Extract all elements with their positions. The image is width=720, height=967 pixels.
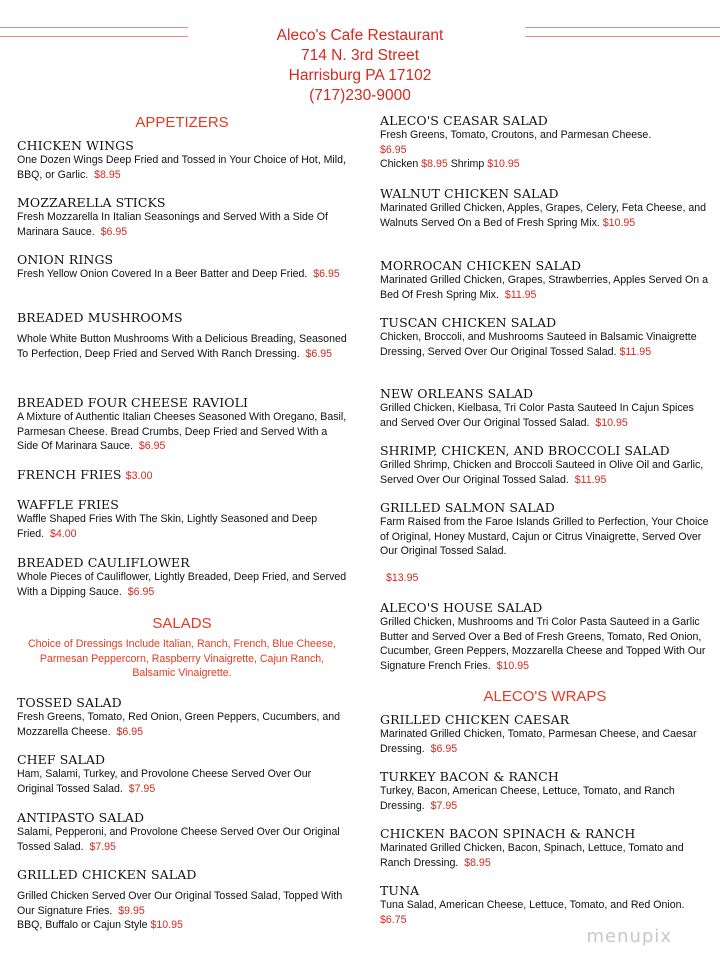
item-name: ALECO'S HOUSE SALAD <box>380 600 543 615</box>
item-extra-price: $10.95 <box>150 919 183 931</box>
item-price: $11.95 <box>504 288 537 301</box>
item-price: $8.95 <box>94 168 121 181</box>
menu-item <box>380 258 710 302</box>
item-name: TUSCAN CHICKEN SALAD <box>380 315 557 330</box>
item-price: $6.95 <box>380 143 407 156</box>
item-price: $4.00 <box>49 527 77 540</box>
item-price: $11.95 <box>619 345 652 358</box>
item-desc: One Dozen Wings Deep Fried and Tossed in Your Choice of Hot, Mild, BBQ, or Garlic. $8.95 <box>17 154 346 181</box>
menu-item <box>17 810 347 854</box>
menu-item <box>380 600 710 673</box>
restaurant-phone: (717)230-9000 <box>309 87 411 104</box>
item-desc: Fresh Greens, Tomato, Red Onion, Green Peppers, Cucumbers, and Mozzarella Cheese. $6.95 <box>17 711 341 738</box>
item-name: ANTIPASTO SALAD <box>17 810 145 825</box>
item-price: $6.75 <box>380 913 407 926</box>
item-desc: Farm Raised from the Faroe Islands Grilled to Perfection, Your Choice of Original, Honey Mustard, Cajun or Citrus Vinaigrette, Served Over Our Original Tossed Salad. <box>380 516 709 557</box>
menu-item <box>17 867 347 933</box>
menu-item <box>380 315 710 359</box>
item-desc: Turkey, Bacon, American Cheese, Lettuce, Tomato, and Ranch Dressing. $7.95 <box>380 785 675 812</box>
item-name: WAFFLE FRIES <box>17 497 119 512</box>
item-price: $6.95 <box>100 225 128 238</box>
item-name: ALECO'S CEASAR SALAD <box>380 113 548 128</box>
item-price: $7.95 <box>89 840 116 853</box>
menu-item <box>17 467 347 484</box>
item-name: GRILLED SALMON SALAD <box>380 500 555 515</box>
dressings-note: Choice of Dressings Include Italian, Ranch, French, Blue Cheese, Parmesan Peppercorn, Raspberry Vinaigrette, Cajun Ranch, Balsamic Vinaigrette. <box>28 638 336 679</box>
item-name: GRILLED CHICKEN CAESAR <box>380 712 570 727</box>
menu-item <box>380 186 710 230</box>
item-price: $11.95 <box>574 473 607 486</box>
item-name: TURKEY BACON & RANCH <box>380 769 559 784</box>
item-name: WALNUT CHICKEN SALAD <box>380 186 559 201</box>
item-price: $6.95 <box>430 742 458 755</box>
item-name: GRILLED CHICKEN SALAD <box>17 867 197 882</box>
menu-item <box>380 443 710 487</box>
item-name: ONION RINGS <box>17 252 114 267</box>
item-name: TUNA <box>380 883 420 898</box>
item-desc: Whole Pieces of Cauliflower, Lightly Breaded, Deep Fried, and Served With a Dipping Sauce. $6.95 <box>17 571 347 598</box>
menu-item <box>17 497 347 541</box>
menu-item <box>380 769 710 813</box>
menu-item <box>380 500 710 585</box>
item-name: BREADED CAULIFLOWER <box>17 555 190 570</box>
menu-item <box>380 826 710 870</box>
item-desc: Whole White Button Mushrooms With a Delicious Breading, Seasoned To Perfection, Deep Fried and Served With Ranch Dressing. $6.95 <box>17 333 347 360</box>
item-desc: Grilled Chicken, Mushrooms and Tri Color Pasta Sauteed in a Garlic Butter and Served Over a Bed of Fresh Greens, Tomato, Red Onion, Cucumber, Green Peppers, Mozzarella Cheese and Topped With Our Signature French Fries. $10.95 <box>380 616 706 672</box>
item-name: TOSSED SALAD <box>17 695 122 710</box>
item-price: $6.95 <box>138 440 166 452</box>
item-desc: Grilled Chicken, Kielbasa, Tri Color Pasta Sauteed In Cajun Spices and Served Over Our Original Tossed Salad. $10.95 <box>380 402 694 429</box>
item-extra: BBQ, Buffalo or Cajun Style $10.95 <box>17 919 183 931</box>
item-desc: Tuna Salad, American Cheese, Lettuce, Tomato, and Red Onion. $6.75 <box>380 899 685 926</box>
menu-item <box>380 883 710 927</box>
restaurant-city: Harrisburg PA 17102 <box>288 67 432 84</box>
item-name: BREADED MUSHROOMS <box>17 310 183 325</box>
item-price: $10.95 <box>602 216 636 229</box>
menu-item <box>380 712 710 756</box>
item-price: $6.95 <box>116 725 144 738</box>
item-desc: Salami, Pepperoni, and Provolone Cheese Served Over Our Original Tossed Salad. $7.95 <box>17 826 340 853</box>
menu-item <box>380 113 710 172</box>
item-name: FRENCH FRIES $3.00 <box>17 467 153 482</box>
restaurant-header <box>0 26 720 106</box>
item-name: CHICKEN WINGS <box>17 138 134 153</box>
item-name: NEW ORLEANS SALAD <box>380 386 534 401</box>
item-name: MORROCAN CHICKEN SALAD <box>380 258 582 273</box>
restaurant-name: Aleco's Cafe Restaurant <box>276 27 444 44</box>
restaurant-street: 714 N. 3rd Street <box>300 47 420 64</box>
item-desc: Fresh Greens, Tomato, Croutons, and Parmesan Cheese. <box>380 129 652 141</box>
item-price: $6.95 <box>313 268 340 280</box>
item-price: $13.95 <box>386 571 419 584</box>
item-desc: Fresh Mozzarella In Italian Seasonings and Served With a Side Of Marinara Sauce. $6.95 <box>17 211 328 238</box>
menu-item <box>17 195 347 239</box>
item-price: $10.95 <box>595 416 628 429</box>
item-name: CHEF SALAD <box>17 752 106 767</box>
item-desc: Grilled Shrimp, Chicken and Broccoli Sauteed in Olive Oil and Garlic, Served Over Our Original Tossed Salad. $11.95 <box>380 459 704 486</box>
item-desc: Marinated Grilled Chicken, Bacon, Spinach, Lettuce, Tomato and Ranch Dressing. $8.95 <box>380 842 684 869</box>
menu-item <box>380 386 710 430</box>
appetizers-title: APPETIZERS <box>135 114 229 131</box>
salads-title: SALADS <box>152 615 212 632</box>
item-name: CHICKEN BACON SPINACH & RANCH <box>380 826 636 841</box>
item-addons: Chicken $8.95 Shrimp $10.95 <box>380 158 520 170</box>
menupix-watermark: menupix <box>586 926 672 947</box>
item-price: $6.95 <box>305 347 333 360</box>
item-price: $9.95 <box>118 904 145 917</box>
item-desc: Ham, Salami, Turkey, and Provolone Cheese Served Over Our Original Tossed Salad. $7.95 <box>17 768 312 795</box>
item-price: $8.95 <box>464 856 491 869</box>
item-desc: Marinated Grilled Chicken, Tomato, Parmesan Cheese, and Caesar Dressing. $6.95 <box>380 728 697 755</box>
menu-item <box>17 752 347 796</box>
menu-item <box>17 138 347 182</box>
menu-item <box>17 695 347 739</box>
menu-item <box>17 252 347 282</box>
item-name: MOZZARELLA STICKS <box>17 195 166 210</box>
menu-item <box>17 395 347 454</box>
item-desc: Marinated Grilled Chicken, Apples, Grapes, Celery, Feta Cheese, and Walnuts Served On a Bed of Fresh Spring Mix. $10.95 <box>380 202 707 229</box>
item-price: $10.95 <box>496 659 529 672</box>
item-desc: A Mixture of Authentic Italian Cheeses Seasoned With Oregano, Basil, Parmesan Cheese. Bread Crumbs, Deep Fried and Served With a Side Of Marinara Sauce. $6.95 <box>17 411 347 452</box>
item-desc: Marinated Grilled Chicken, Grapes, Strawberries, Apples Served On a Bed Of Fresh Spring Mix. $11.95 <box>380 274 708 301</box>
item-desc: Grilled Chicken Served Over Our Original Tossed Salad, Topped With Our Signature Fries. $9.95 <box>17 890 343 917</box>
menu-item <box>17 555 347 599</box>
item-price: $6.95 <box>127 585 155 598</box>
item-name: SHRIMP, CHICKEN, AND BROCCOLI SALAD <box>380 443 670 458</box>
item-desc: Waffle Shaped Fries With The Skin, Lightly Seasoned and Deep Fried. $4.00 <box>17 513 318 540</box>
item-desc: Chicken, Broccoli, and Mushrooms Sauteed in Balsamic Vinaigrette Dressing, Served Over Our Original Tossed Salad. $11.95 <box>380 331 697 358</box>
menu-item <box>17 310 347 361</box>
item-price: $3.00 <box>125 470 153 482</box>
item-price: $7.95 <box>430 799 458 812</box>
wraps-title: ALECO'S WRAPS <box>483 688 607 705</box>
item-desc: Fresh Yellow Onion Covered In a Beer Batter and Deep Fried. $6.95 <box>17 268 340 280</box>
item-name: BREADED FOUR CHEESE RAVIOLI <box>17 395 249 410</box>
item-price: $7.95 <box>128 782 156 795</box>
